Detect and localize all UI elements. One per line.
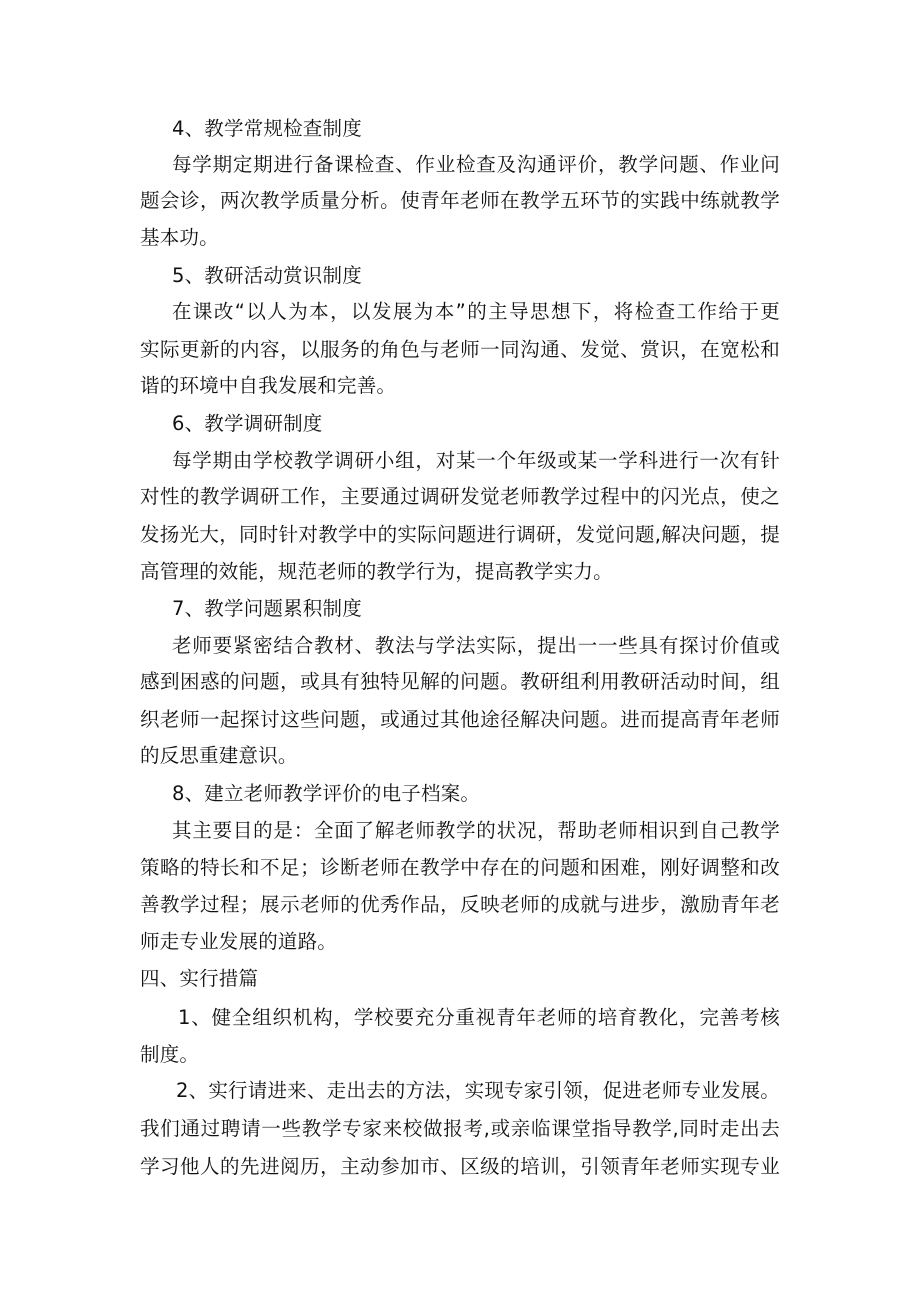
heading-7: 7、教学问题累积制度 xyxy=(172,597,362,620)
paragraph-line: 师走专业发展的道路。 xyxy=(140,930,338,953)
paragraph-line: 织老师一起探讨这些问题，或通过其他途径解决问题。进而提高青年老师 xyxy=(140,708,780,731)
paragraph-line: 善教学过程；展示老师的优秀作品，反映老师的成就与进步，激励青年老 xyxy=(140,893,780,916)
paragraph-line: 每学期定期进行备课检查、作业检查及沟通评价，教学问题、作业问 xyxy=(172,153,780,176)
paragraph-line: 我们通过聘请一些教学专家来校做报考,或亲临课堂指导教学,同时走出去 xyxy=(140,1117,780,1140)
heading-8: 8、建立老师教学评价的电子档案。 xyxy=(172,782,481,805)
section-heading-4: 四、实行措篇 xyxy=(140,967,259,990)
paragraph-line: 发扬光大，同时针对教学中的实际问题进行调研，发觉问题,解决问题，提 xyxy=(140,523,780,546)
heading-6: 6、教学调研制度 xyxy=(172,412,323,435)
paragraph-line: 每学期由学校教学调研小组，对某一个年级或某一学科进行一次有针 xyxy=(172,449,780,472)
paragraph-line: 实际更新的内容，以服务的角色与老师一同沟通、发觉、赏识，在宽松和 xyxy=(140,338,780,361)
paragraph-line: 其主要目的是：全面了解老师教学的状况，帮助老师相识到自己教学 xyxy=(172,819,780,842)
heading-4: 4、教学常规检查制度 xyxy=(172,117,362,140)
paragraph-line: 对性的教学调研工作，主要通过调研发觉老师教学过程中的闪光点，使之 xyxy=(140,485,780,508)
paragraph-line: 的反思重建意识。 xyxy=(140,744,298,767)
paragraph-line: 1、健全组织机构，学校要充分重视青年老师的培育教化，完善考核 xyxy=(178,1006,780,1029)
paragraph-line: 2、实行请进来、走出去的方法，实现专家引领，促进老师专业发展。 xyxy=(176,1079,780,1102)
paragraph-line: 基本功。 xyxy=(140,226,219,249)
paragraph-line: 谐的环境中自我发展和完善。 xyxy=(140,374,397,397)
paragraph-line: 制度。 xyxy=(140,1043,200,1066)
paragraph-line: 感到困惑的问题，或具有独特见解的问题。教研组利用教研活动时间，组 xyxy=(140,670,780,693)
paragraph-line: 题会诊，两次教学质量分析。使青年老师在教学五环节的实践中练就教学 xyxy=(140,189,780,212)
paragraph-line: 学习他人的先进阅历，主动参加市、区级的培训，引领青年老师实现专业 xyxy=(140,1155,780,1178)
paragraph-line: 在课改“以人为本，以发展为本”的主导思想下，将检查工作给于更 xyxy=(172,300,780,323)
paragraph-line: 高管理的效能，规范老师的教学行为，提高教学实力。 xyxy=(140,560,613,583)
paragraph-line: 老师要紧密结合教材、教法与学法实际，提出一一些具有探讨价值或 xyxy=(172,634,780,657)
paragraph-line: 策略的特长和不足；诊断老师在教学中存在的问题和困难，刚好调整和改 xyxy=(140,856,780,879)
heading-5: 5、教研活动赏识制度 xyxy=(172,264,362,287)
